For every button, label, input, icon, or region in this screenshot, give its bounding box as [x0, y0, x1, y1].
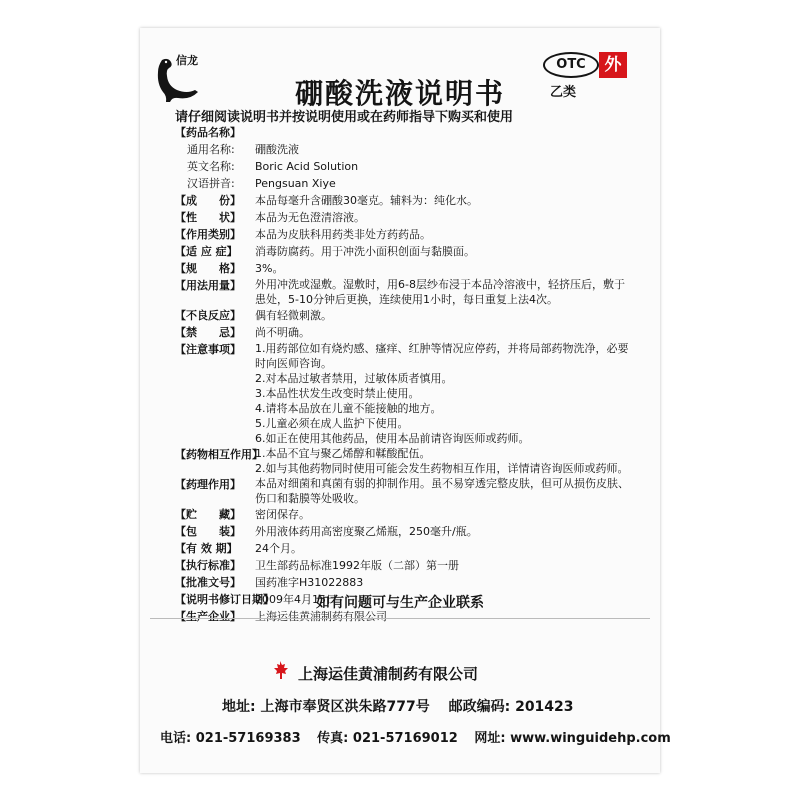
otc-badge: OTC [543, 52, 599, 78]
page-title: 硼酸洗液说明书 [294, 77, 505, 110]
usage-warning: 请仔细阅读说明书并按说明使用或在药师指导下购买和使用 [175, 110, 514, 125]
english-name-label: 英文名称: [187, 160, 235, 173]
composition-value: 本品每毫升含硼酸30毫克。辅料为：纯化水。 [255, 194, 478, 207]
contraindication-value: 尚不明确。 [255, 326, 310, 339]
interaction-item: 1.本品不宜与聚乙烯醇和鞣酸配伍。 [255, 447, 431, 460]
leaflet-body [175, 124, 635, 625]
notes-list [255, 341, 635, 446]
indication-value: 消毒防腐药。用于冲洗小面积创面与黏膜面。 [255, 245, 475, 258]
logo-text: 信龙 [176, 54, 198, 67]
description-value: 本品为无色澄清溶液。 [255, 211, 365, 224]
postcode-label: 邮政编码: [448, 699, 511, 715]
postcode-value: 201423 [515, 699, 574, 715]
company-name: 上海运佳黄浦制药有限公司 [298, 665, 479, 683]
notes-label: 【注意事项】 [175, 343, 241, 356]
adverse-value: 偶有轻微刺激。 [255, 309, 332, 322]
indication-label: 【适 应 症】 [175, 245, 238, 258]
pinyin-value: Pengsuan Xiye [255, 177, 336, 190]
contact-note: 如有问题可与生产企业联系 [316, 595, 484, 611]
fax-label: 传真: [317, 731, 349, 746]
drug-name-heading: 【药品名称】 [175, 126, 241, 139]
row-package [175, 523, 635, 540]
address-line [222, 696, 574, 716]
phone-value: 021-57169383 [195, 731, 301, 746]
standard-value: 卫生部药品标准1992年版（二部）第一册 [255, 559, 459, 572]
revision-label: 【说明书修订日期】 [175, 593, 274, 606]
external-use-badge: 外 [599, 52, 627, 78]
row-adverse [175, 307, 635, 324]
package-value: 外用液体药用高密度聚乙烯瓶，250毫升/瓶。 [255, 525, 478, 538]
english-name-value: Boric Acid Solution [255, 160, 359, 173]
standard-label: 【执行标准】 [175, 559, 241, 572]
category-value: 本品为皮肤科用药类非处方药药品。 [255, 228, 431, 241]
address-label: 地址: [222, 699, 256, 715]
validity-value: 24个月。 [255, 542, 302, 555]
package-label: 【包 装】 [175, 525, 241, 538]
address-value: 上海市奉贤区洪朱路777号 [260, 699, 430, 715]
row-spec [175, 260, 635, 277]
approval-label: 【批准文号】 [175, 576, 241, 589]
pharmacology-label: 【药理作用】 [175, 478, 241, 491]
storage-value: 密闭保存。 [255, 508, 310, 521]
web-label: 网址: [474, 731, 506, 746]
row-storage [175, 506, 635, 523]
footer-divider [150, 618, 650, 619]
generic-name-value: 硼酸洗液 [255, 143, 299, 156]
interaction-item: 2.如与其他药物同时使用可能会发生药物相互作用，详情请咨询医师或药师。 [255, 462, 629, 475]
contraindication-label: 【禁 忌】 [175, 326, 241, 339]
description-label: 【性 状】 [175, 211, 241, 224]
category-label: 【作用类别】 [175, 228, 241, 241]
note-item: 3.本品性状发生改变时禁止使用。 [255, 387, 420, 400]
interactions-label: 【药物相互作用】 [175, 448, 263, 461]
row-interactions [175, 446, 635, 476]
row-composition [175, 192, 635, 209]
note-item: 1.用药部位如有烧灼感、瘙痒、红肿等情况应停药，并将局部药物洗净，必要时向医师咨询。 [255, 342, 629, 370]
row-notes [175, 341, 635, 446]
manufacturer-label: 【生产企业】 [175, 610, 241, 623]
note-item: 2.对本品过敏者禁用，过敏体质者慎用。 [255, 372, 453, 385]
note-item: 5.儿童必须在成人监护下使用。 [255, 417, 409, 430]
spec-label: 【规 格】 [175, 262, 241, 275]
row-pharmacology [175, 476, 635, 506]
row-name-heading [175, 124, 635, 141]
spec-value: 3%。 [255, 262, 284, 275]
note-item: 6.如正在使用其他药品，使用本品前请咨询医师或药师。 [255, 432, 530, 445]
manufacturer-value: 上海运佳黄浦制药有限公司 [255, 610, 387, 623]
revision-value: 2009年4月15日 [255, 593, 337, 606]
fax-value: 021-57169012 [352, 731, 458, 746]
row-description [175, 209, 635, 226]
usage-value: 外用冲洗或湿敷。湿敷时，用6-8层纱布浸于本品冷溶液中，轻挤压后，敷于患处，5-10分钟后更换，连续使用1小时，每日重复上法4次。 [255, 278, 625, 306]
otc-class-label: 乙类 [550, 85, 577, 100]
composition-label: 【成 份】 [175, 194, 241, 207]
pharmacology-value: 本品对细菌和真菌有弱的抑制作用。虽不易穿透完整皮肤，但可从损伤皮肤、伤口和黏膜等处吸收。 [255, 477, 629, 505]
row-contraindication [175, 324, 635, 341]
row-category [175, 226, 635, 243]
adverse-label: 【不良反应】 [175, 309, 241, 322]
row-english-name [175, 158, 635, 175]
generic-name-label: 通用名称: [187, 143, 235, 156]
contact-line [160, 727, 671, 746]
pinyin-label: 汉语拼音: [187, 177, 235, 190]
approval-value: 国药准字H31022883 [255, 576, 364, 589]
web-value: www.winguidehp.com [510, 731, 671, 746]
row-indication [175, 243, 635, 260]
row-validity [175, 540, 635, 557]
row-pinyin [175, 175, 635, 192]
row-generic-name [175, 141, 635, 158]
row-usage [175, 277, 635, 307]
validity-label: 【有 效 期】 [175, 542, 238, 555]
row-standard [175, 557, 635, 574]
storage-label: 【贮 藏】 [175, 508, 241, 521]
phone-label: 电话: [160, 731, 192, 746]
interactions-list [255, 446, 635, 476]
maple-leaf-icon [270, 660, 290, 680]
usage-label: 【用法用量】 [175, 279, 241, 292]
note-item: 4.请将本品放在儿童不能接触的地方。 [255, 402, 442, 415]
row-approval [175, 574, 635, 591]
